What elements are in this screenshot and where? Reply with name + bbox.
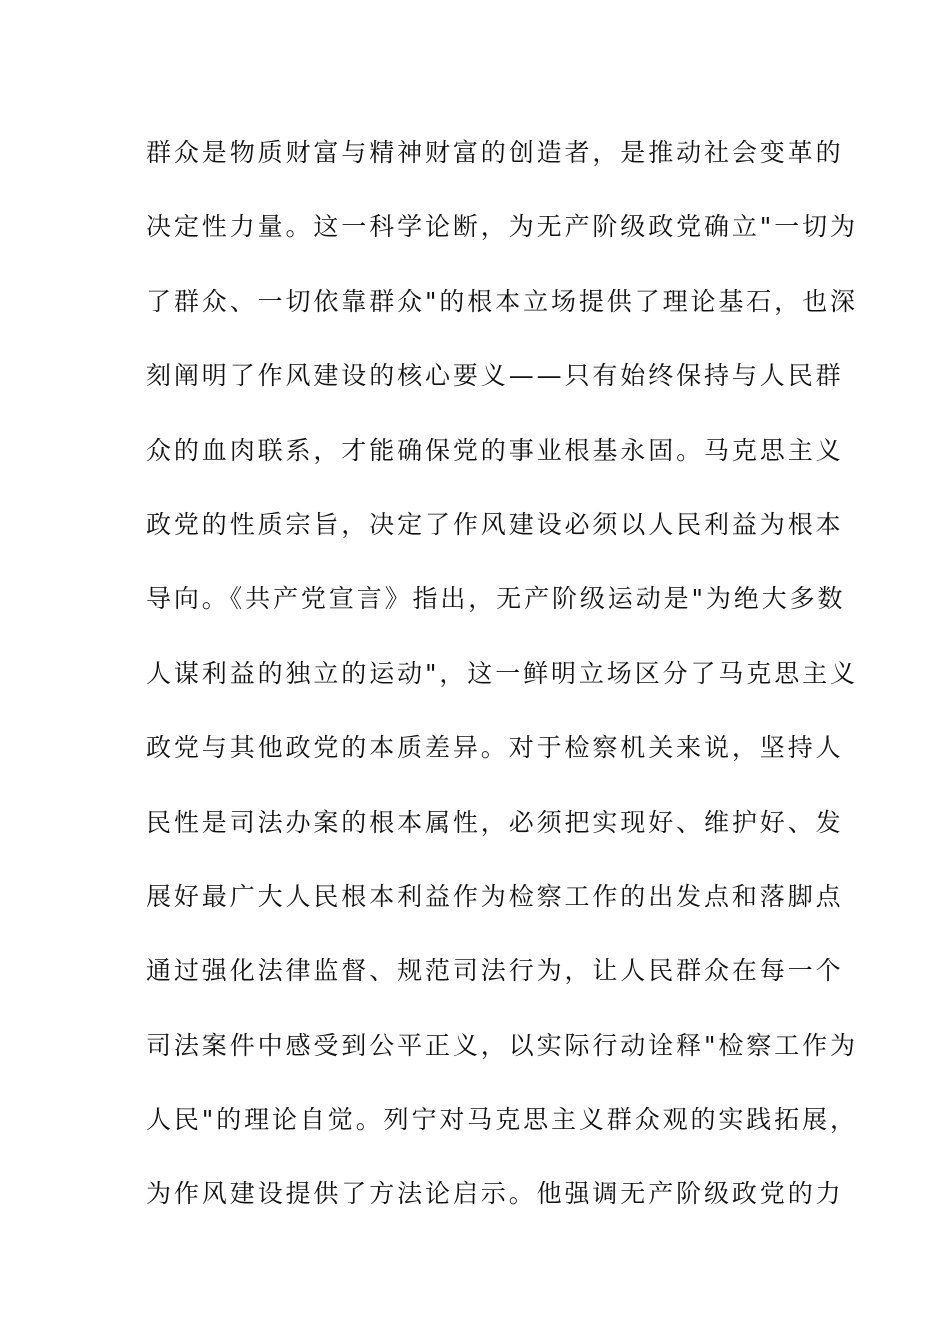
text-line-11: 展好最广大人民根本利益作为检察工作的出发点和落脚点 <box>146 881 844 911</box>
text-line-7: 导向。《共产党宣言》指出，无产阶级运动是"为绝大多数 <box>146 584 846 614</box>
text-line-13: 司法案件中感受到公平正义，以实际行动诠释"检察工作为 <box>146 1030 858 1060</box>
text-line-3: 了群众、一切依靠群众"的根本立场提供了理论基石，也深 <box>146 286 858 316</box>
text-line-6: 政党的性质宗旨，决定了作风建设必须以人民利益为根本 <box>146 509 844 539</box>
text-line-4: 刻阐明了作风建设的核心要义——只有始终保持与人民群 <box>146 361 844 391</box>
text-line-8: 人谋利益的独立的运动"，这一鲜明立场区分了马克思主义 <box>146 658 858 688</box>
text-line-5: 众的血肉联系，才能确保党的事业根基永固。马克思主义 <box>146 435 844 465</box>
text-line-10: 民性是司法办案的根本属性，必须把实现好、维护好、发 <box>146 807 844 837</box>
body-text <box>146 130 858 1246</box>
text-line-15: 为作风建设提供了方法论启示。他强调无产阶级政党的力 <box>146 1179 844 1209</box>
text-line-2: 决定性力量。这一科学论断，为无产阶级政党确立"一切为 <box>146 212 858 242</box>
text-line-1: 群众是物质财富与精神财富的创造者，是推动社会变革的 <box>146 138 844 167</box>
text-line-12: 通过强化法律监督、规范司法行为，让人民群众在每一个 <box>146 956 844 986</box>
text-line-14: 人民"的理论自觉。列宁对马克思主义群众观的实践拓展， <box>146 1105 858 1135</box>
text-line-9: 政党与其他政党的本质差异。对于检察机关来说，坚持人 <box>146 733 844 763</box>
